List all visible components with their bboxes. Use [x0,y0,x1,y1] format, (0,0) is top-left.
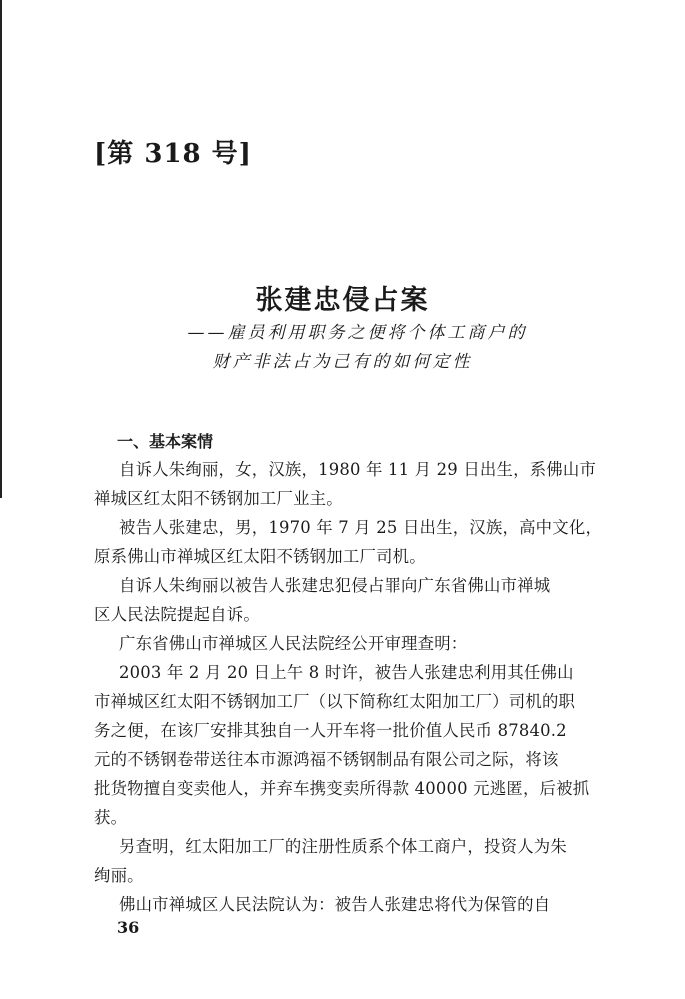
body-line: 务之便，在该厂安排其独自一人开车将一批价值人民币 87840.2 [94,721,567,740]
body-line: 绚丽。 [94,866,144,885]
body-line: 禅城区红太阳不锈钢加工厂业主。 [94,489,343,508]
body-line: 广东省佛山市禅城区人民法院经公开审理查明： [119,634,468,653]
body-line: 区人民法院提起自诉。 [94,605,260,624]
page-title: 张建忠侵占案 [255,285,430,316]
body-line: 获。 [94,808,128,827]
body-line: 被告人张建忠，男，1970 年 7 月 25 日出生，汉族，高中文化， [119,518,603,537]
subtitle-line-2: 财产非法占为己有的如何定性 [212,352,473,372]
body-line: 元的不锈钢卷带送往本市源鸿福不锈钢制品有限公司之际，将该 [94,750,559,769]
case-number: [第 318 号] [94,139,252,169]
subtitle-line-1: ——雇员利用职务之便将个体工商户的 [187,323,528,343]
section-heading: 一、基本案情 [117,432,214,451]
page-number: 36 [117,918,140,937]
body-line: 原系佛山市禅城区红太阳不锈钢加工厂司机。 [94,547,426,566]
body-line: 自诉人朱绚丽以被告人张建忠犯侵占罪向广东省佛山市禅城 [119,576,551,595]
body-line: 佛山市禅城区人民法院认为：被告人张建忠将代为保管的自 [119,895,551,914]
body-line: 批货物擅自变卖他人，并弃车携变卖所得款 40000 元逃匿，后被抓 [94,779,590,798]
body-line: 市禅城区红太阳不锈钢加工厂（以下简称红太阳加工厂）司机的职 [94,692,576,711]
body-line: 2003 年 2 月 20 日上午 8 时许，被告人张建忠利用其任佛山 [119,663,574,682]
binding-edge-line [0,0,2,498]
body-line: 自诉人朱绚丽，女，汉族，1980 年 11 月 29 日出生，系佛山市 [119,460,597,479]
body-line: 另查明，红太阳加工厂的注册性质系个体工商户，投资人为朱 [119,837,567,856]
